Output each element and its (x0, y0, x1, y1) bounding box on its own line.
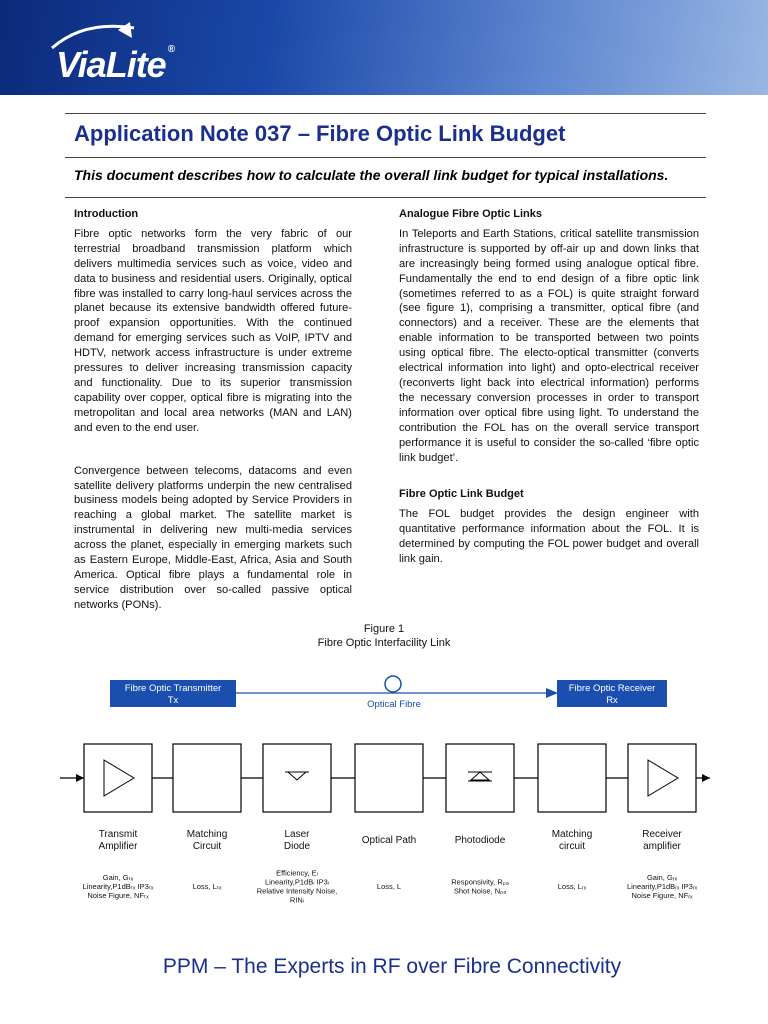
signal-arrow-icon (702, 774, 710, 782)
block-parameter: Loss, Lₜₓ (192, 882, 222, 891)
block-name: Circuit (192, 841, 222, 852)
figure-caption: Fibre Optic Interfacility Link (317, 637, 451, 649)
block-parameter: RINₗ (289, 895, 305, 905)
block-parameter: Relative Intensity Noise, (256, 886, 338, 896)
block-parameter: Noise Figure, NFₜₓ (87, 891, 149, 900)
block-name: circuit (558, 841, 586, 852)
block-box (446, 744, 514, 812)
subtitle-rule (65, 197, 706, 198)
link-diagram (0, 670, 768, 920)
analogue-links-heading: Analogue Fibre Optic Links (399, 208, 543, 220)
link-budget-paragraph: The FOL budget provides the design engineer with quantitative performance information about the FOL. It is determined by computing the FOL power budget and overall link gain. (399, 508, 699, 566)
block-name: Matching (186, 829, 228, 840)
block-box (355, 744, 423, 812)
page-subtitle: This document describes how to calculate the overall link budget for typical installations. (74, 167, 669, 183)
block-parameter: Linearity,P1dBᵣₓ IP3ᵣₓ (626, 882, 698, 891)
block-box (538, 744, 606, 812)
block-parameter: Loss, Lᵣₓ (557, 882, 587, 891)
right-column (399, 207, 699, 567)
block-name: amplifier (643, 841, 681, 852)
block-parameter: Responsivity, Rₚₔ (451, 877, 509, 887)
block-parameter: Linearity,P1dBₜₓ IP3ₜₓ (82, 882, 154, 891)
title-rule (65, 157, 706, 158)
tx-label-line1: Fibre Optic Transmitter (124, 683, 222, 694)
block-name: Transmit (98, 829, 138, 840)
block-box (628, 744, 696, 812)
vialite-logo (56, 44, 174, 86)
block-parameter: Loss, L (376, 882, 402, 891)
header-banner (0, 0, 768, 95)
block-name: Diode (283, 841, 311, 852)
tx-label-line2: Tx (167, 695, 179, 706)
rx-label-line1: Fibre Optic Receiver (568, 683, 656, 694)
link-budget-heading: Fibre Optic Link Budget (399, 488, 524, 501)
introduction-heading: Introduction (74, 208, 139, 220)
footer-tagline: PPM – The Experts in RF over Fibre Connectivity (162, 955, 622, 978)
block-box (173, 744, 241, 812)
block-parameter: Gain, Gₜₓ (102, 873, 134, 882)
optical-fibre-label: Optical Fibre (367, 699, 421, 710)
logo-registered-mark: ® (167, 44, 175, 55)
block-name: Photodiode (454, 835, 506, 846)
top-rule (65, 113, 706, 114)
introduction-paragraph-2: Convergence between telecoms, datacoms and even satellite delivery platforms underpin the new centralised business models being adopted by Service Providers in reaching a global market. The satellite market is instrumental in delivering new multi-media services across the planet, especially in emerging markets such as Eastern Europe, Middle-East, Africa, Asia and South America. Optical fibre plays a fundamental role in service distribution over so-called passive optical networks (PONs). (74, 464, 352, 611)
fibre-arrow-icon (546, 688, 558, 698)
page-title: Application Note 037 – Fibre Optic Link Budget (74, 121, 566, 146)
figure-number: Figure 1 (363, 623, 405, 635)
logo-text: ViaLite (56, 44, 166, 85)
introduction-paragraph-1: Fibre optic networks form the very fabric of our terrestrial broadband transmission platform which delivers multimedia services such as voice, video and data to business and residential users. Originally, optical fibre was installed to carry long-haul services across the planet because its extensive bandwidth offered future-proof expansion opportunities. With the continued demand for emerging services such as VoIP, IPTV and HDTV, network access infrastructure is under extreme pressures to deliver increasing transmission capacity and functionality. Due to its superior transmission capability over copper, optical fibre is migrating into the metropolitan and local area networks (MAN and LAN) and even to the end user. (74, 227, 352, 434)
block-name: Amplifier (98, 841, 138, 852)
block-name: Laser (284, 829, 310, 840)
signal-arrow-icon (76, 774, 84, 782)
block-box (263, 744, 331, 812)
block-parameter: Efficiency, Eₗ (276, 868, 318, 878)
block-parameter: Shot Noise, Nₚₔ (453, 886, 507, 896)
analogue-links-paragraph: In Teleports and Earth Stations, critical satellite transmission infrastructure is supported by off-air up and down links that are increasingly being formed using analogue optical fibre. Fundamentally the end to end design of a fibre optic link (sometimes referred to as a FOL) is quite straight forward (see figure 1), comprising a transmitter, optical fibre (and connectors) and a receiver. These are the elements that enable information to be transported between two points using optical fibre. The electo-optical transmitter (converts electrical information into light) and opto-electrical receiver (reconverts light back into electrical information) performs the necessary conversion processes in order to transport information over optical fibre using light. To understand the contribution the FOL has on the overall service transport performance it is useful to consider the so-called ‘fibre optic link budget’. (399, 227, 699, 464)
block-parameter: Gain, Gᵣₓ (646, 873, 678, 882)
fibre-connector-icon (385, 676, 401, 692)
block-box (84, 744, 152, 812)
left-column (74, 207, 352, 613)
block-parameter: Noise Figure, NFᵣₓ (631, 891, 693, 900)
block-name: Optical Path (361, 835, 417, 846)
block-name: Matching (551, 829, 593, 840)
block-parameter: Linearity,P1dBₗ IP3ₗ (264, 877, 330, 887)
block-name: Receiver (642, 829, 682, 840)
rx-label-line2: Rx (606, 695, 618, 706)
